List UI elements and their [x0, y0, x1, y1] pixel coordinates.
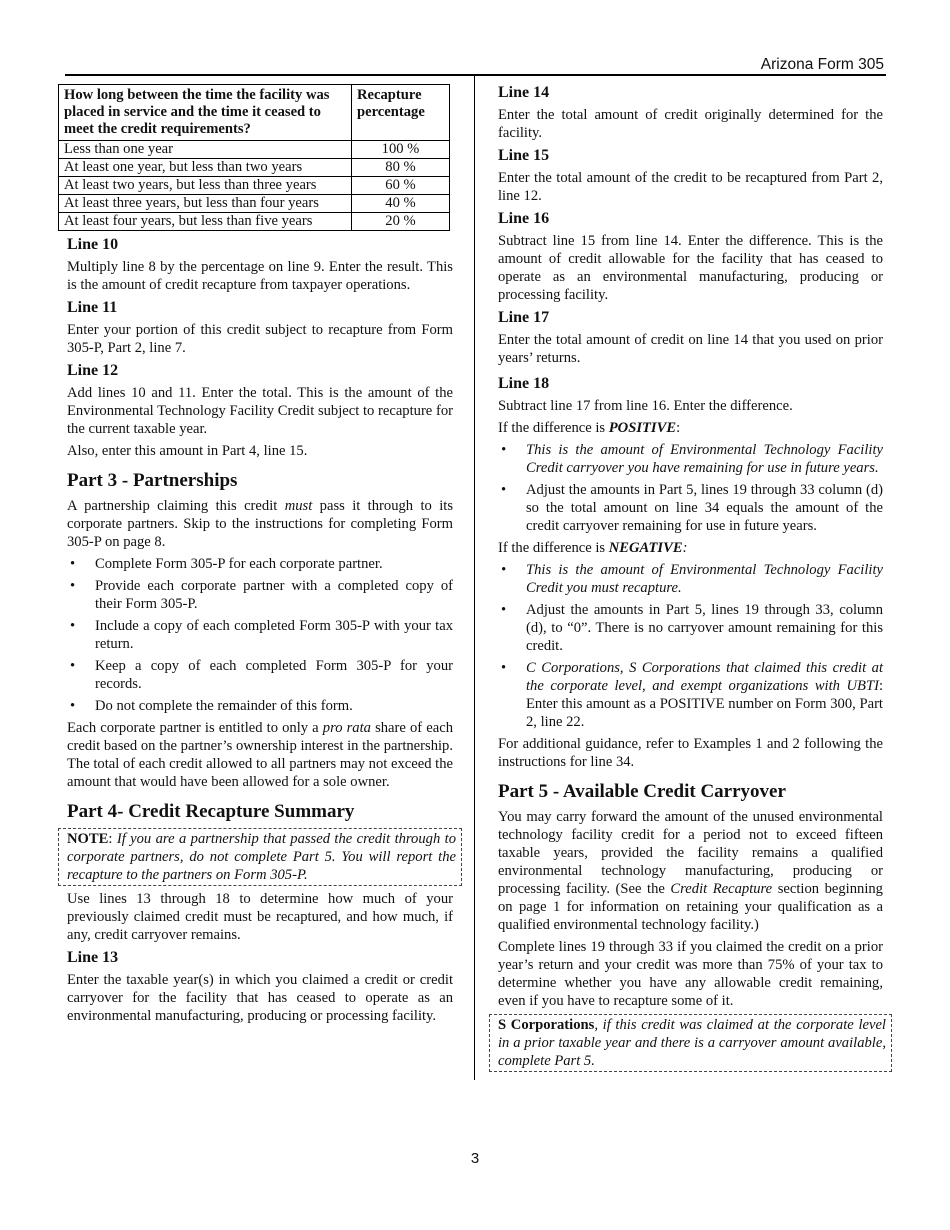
- line11-text: Enter your portion of this credit subject to recapture from Form 305-P, Part 2, line 7.: [67, 322, 453, 356]
- part4-note-box: [58, 828, 462, 886]
- right-column: [498, 84, 886, 1076]
- list-item: • Provide each corporate partner with a completed copy of their Form 305-P.: [67, 577, 453, 613]
- period-cell: At least four years, but less than five years: [59, 213, 352, 231]
- period-cell: At least one year, but less than two years: [59, 159, 352, 177]
- part3-bullet-list: [67, 555, 453, 715]
- part5-paragraph-1: [498, 808, 883, 934]
- list-item: • Include a copy of each completed Form 305-P with your tax return.: [67, 617, 453, 653]
- table-row: [59, 159, 450, 177]
- list-item: • This is the amount of Environmental Technology Facility Credit you must recapture.: [498, 561, 883, 597]
- list-item: • Complete Form 305-P for each corporate partner.: [67, 555, 453, 573]
- part3-intro: [67, 497, 453, 551]
- period-cell: At least two years, but less than three years: [59, 177, 352, 195]
- part5-note-bold: S Corporations: [498, 1017, 595, 1033]
- line10-text: Multiply line 8 by the percentage on line 9. Enter the result. This is the amount of credit recapture from taxpayer operations.: [67, 259, 453, 293]
- part5-note-box: [489, 1014, 892, 1072]
- left-column: [64, 84, 456, 1029]
- part3-intro-a: A partnership claiming this credit: [67, 498, 285, 514]
- list-item: [498, 659, 883, 731]
- page-number: 3: [470, 1150, 480, 1167]
- column-divider: [474, 76, 475, 1080]
- percent-cell: 20 %: [352, 213, 450, 231]
- line13-heading: Line 13: [67, 949, 119, 966]
- line14-text: Enter the total amount of credit originally determined for the facility.: [498, 107, 883, 141]
- line12-heading: Line 12: [67, 362, 119, 379]
- line12-text: Add lines 10 and 11. Enter the total. This is the amount of the Environmental Technology Facility Credit subject to recapture for the current taxable year.: [67, 385, 453, 437]
- list-item: • This is the amount of Environmental Technology Facility Credit carryover you have remaining for use in future years.: [498, 441, 883, 477]
- list-item: • Do not complete the remainder of this form.: [67, 697, 453, 715]
- part4-heading: Part 4- Credit Recapture Summary: [67, 801, 355, 822]
- negative-word: NEGATIVE: [608, 540, 683, 556]
- part5-note-italic: , if this credit was claimed at the corporate level in a prior taxable year and there is a carryover amount available, complete Part 5.: [498, 1017, 886, 1069]
- part4-note-label: NOTE: [67, 831, 109, 847]
- part4-note-text: If you are a partnership that passed the credit through to corporate partners, do not complete Part 5. You will report the recapture to the partners on Form 305-P.: [67, 831, 456, 883]
- part4-note-colon: :: [108, 831, 117, 847]
- line12-text-2: Also, enter this amount in Part 4, line 15.: [67, 443, 308, 459]
- part5-p1-b: section beginning on page 1 for information on retaining your qualification as a qualified environmental technology facility.): [498, 881, 883, 933]
- line17-text: Enter the total amount of credit on line 14 that you used on prior years’ returns.: [498, 332, 883, 366]
- line18-heading: Line 18: [498, 375, 550, 392]
- part4-note: [67, 830, 456, 884]
- part3-para-b: share of each credit based on the partner’s ownership interest in the partnership. The total of each credit allowed to all partners may not exceed the amount that would have been allowed for a sole owner.: [67, 720, 453, 790]
- negative-bullet3-rest: : Enter this amount as a POSITIVE number on Form 300, Part 2, line 22.: [526, 678, 883, 730]
- line15-heading: Line 15: [498, 147, 550, 164]
- part3-intro-must: must: [284, 498, 313, 514]
- table-header-row: [59, 85, 450, 141]
- percentage-header: Recapture percentage: [352, 85, 450, 141]
- part5-note: [498, 1016, 886, 1070]
- negative-prefix: If the difference is: [498, 540, 609, 556]
- line10-heading: Line 10: [67, 236, 119, 253]
- negative-colon: :: [682, 540, 688, 556]
- part5-paragraph-2: Complete lines 19 through 33 if you claimed the credit on a prior year’s return and your credit was more than 75% of your tax to determine whether you have any allowable credit remaining, even if you have to recapture some of it.: [498, 939, 883, 1009]
- line11-heading: Line 11: [67, 299, 118, 316]
- line18-text: Subtract line 17 from line 16. Enter the difference.: [498, 398, 793, 414]
- percent-cell: 40 %: [352, 195, 450, 213]
- line14-heading: Line 14: [498, 84, 550, 101]
- table-row: [59, 213, 450, 231]
- line17-heading: Line 17: [498, 309, 550, 326]
- positive-word: POSITIVE: [608, 420, 677, 436]
- part3-paragraph: [67, 719, 453, 791]
- line16-text: Subtract line 15 from line 14. Enter the difference. This is the amount of credit allowable for the facility that has ceased to operate as an environmental manufacturing, producing or processing facility.: [498, 233, 883, 303]
- period-header: How long between the time the facility was placed in service and the time it ceased to meet the credit requirements?: [59, 85, 352, 141]
- list-item: • Keep a copy of each completed Form 305-P for your records.: [67, 657, 453, 693]
- header-rule: [65, 74, 886, 76]
- part4-text: Use lines 13 through 18 to determine how much of your previously claimed credit must be recaptured, and how much, if any, credit carryover remains.: [67, 891, 453, 943]
- percent-cell: 60 %: [352, 177, 450, 195]
- line13-text: Enter the taxable year(s) in which you claimed a credit or credit carryover for the facility that has ceased to operate as an environmental manufacturing, producing or processing facility.: [67, 972, 453, 1024]
- part5-p1-a: You may carry forward the amount of the unused environmental technology facility credit for a period not to exceed fifteen taxable years, provided the facility remains a qualified environmental technology manufacturing, producing or processing facility. (See the: [498, 809, 883, 897]
- list-item: • Adjust the amounts in Part 5, lines 19 through 33 column (d) so the total amount on line 34 equals the amount of the credit carryover remaining for use in future years.: [498, 481, 883, 535]
- part3-intro-b: pass it through to its corporate partners. Skip to the instructions for completing Form 305-P on page 8.: [67, 498, 453, 550]
- negative-bullet3-italic: C Corporations, S Corporations that claimed this credit at the corporate level, and exempt organizations with UBTI: [526, 660, 883, 694]
- part5-p1-italic: Credit Recapture: [670, 881, 773, 897]
- part3-para-a: Each corporate partner is entitled to only a: [67, 720, 323, 736]
- negative-bullet-list: [498, 561, 883, 731]
- line16-heading: Line 16: [498, 210, 550, 227]
- list-item: • Adjust the amounts in Part 5, lines 19 through 33, column (d), to “0”. There is no carryover amount remaining for this credit.: [498, 601, 883, 655]
- part5-heading: Part 5 - Available Credit Carryover: [498, 781, 786, 802]
- positive-label: [498, 419, 883, 437]
- percent-cell: 100 %: [352, 141, 450, 159]
- recapture-table: [58, 84, 450, 231]
- period-cell: At least three years, but less than four years: [59, 195, 352, 213]
- line15-text: Enter the total amount of the credit to be recaptured from Part 2, line 12.: [498, 170, 883, 204]
- table-row: [59, 141, 450, 159]
- positive-prefix: If the difference is: [498, 420, 609, 436]
- guidance-text: For additional guidance, refer to Examples 1 and 2 following the instructions for line 34.: [498, 736, 883, 770]
- negative-label: [498, 539, 883, 557]
- form-title: Arizona Form 305: [760, 56, 884, 73]
- part3-heading: Part 3 - Partnerships: [67, 470, 238, 491]
- table-row: [59, 195, 450, 213]
- table-row: [59, 177, 450, 195]
- positive-colon: :: [676, 420, 681, 436]
- period-cell: Less than one year: [59, 141, 352, 159]
- part3-para-prorata: pro rata: [322, 720, 371, 736]
- positive-bullet-list: [498, 441, 883, 535]
- percent-cell: 80 %: [352, 159, 450, 177]
